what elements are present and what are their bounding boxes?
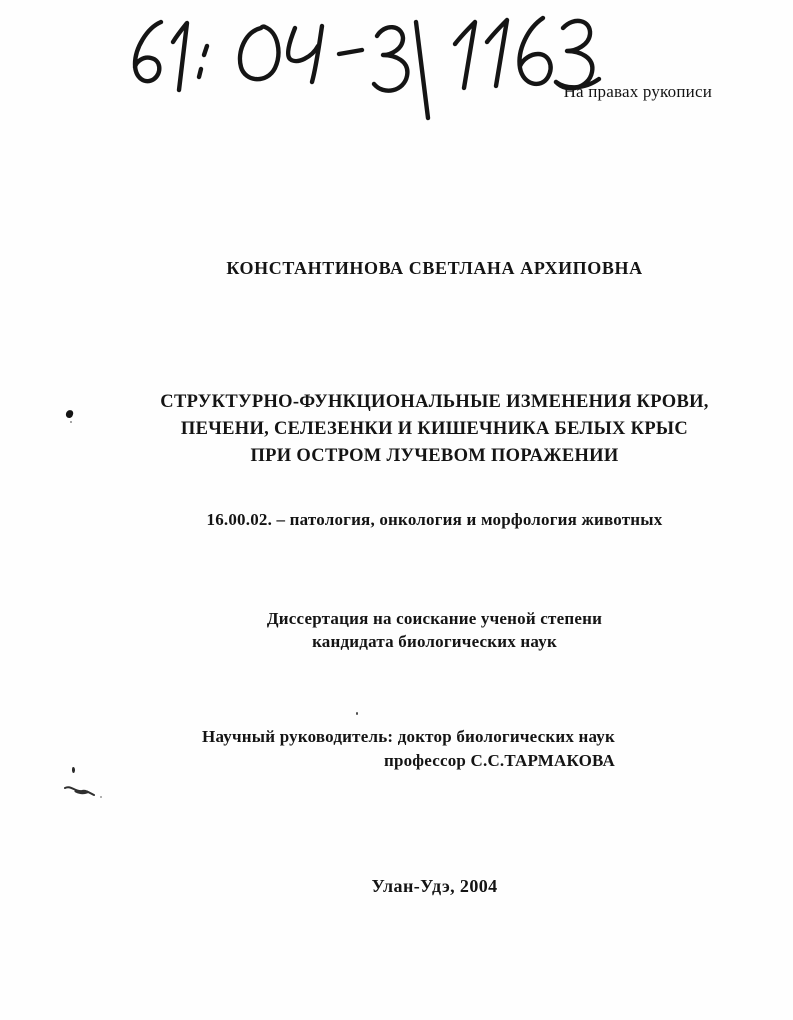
ink-dot-artifact (356, 712, 358, 715)
manuscript-note: На правах рукописи (563, 82, 712, 101)
title-line-2: ПЕЧЕНИ, СЕЛЕЗЕНКИ И КИШЕЧНИКА БЕЛЫХ КРЫС (180, 419, 689, 439)
city-year: Улан-Удэ, 2004 (371, 876, 498, 896)
degree-line-1: Диссертация на соискание ученой степени (266, 609, 603, 628)
supervisor-line-1: Научный руководитель: доктор биологических наук (202, 727, 615, 746)
author-name: КОНСТАНТИНОВА СВЕТЛАНА АРХИПОВНА (226, 258, 643, 278)
supervisor-block (150, 725, 615, 773)
title-line-1: СТРУКТУРНО-ФУНКЦИОНАЛЬНЫЕ ИЗМЕНЕНИЯ КРОВИ, (160, 392, 709, 412)
specialty-line: 16.00.02. – патология, онкология и морфология животных (206, 510, 663, 529)
ink-speck-artifact (100, 796, 102, 798)
supervisor-line-2: профессор С.С.ТАРМАКОВА (383, 751, 615, 770)
ink-blot-artifact (65, 409, 74, 418)
ink-dot-artifact (72, 767, 75, 773)
ink-squiggle-artifact (64, 784, 96, 798)
degree-line-2: кандидата биологических наук (312, 632, 557, 651)
ink-speck-artifact (70, 421, 72, 423)
degree-statement (76, 607, 793, 653)
title-line-3: ПРИ ОСТРОМ ЛУЧЕВОМ ПОРАЖЕНИИ (250, 446, 619, 466)
dissertation-title (76, 389, 793, 470)
catalog-number-handwriting (115, 6, 615, 124)
